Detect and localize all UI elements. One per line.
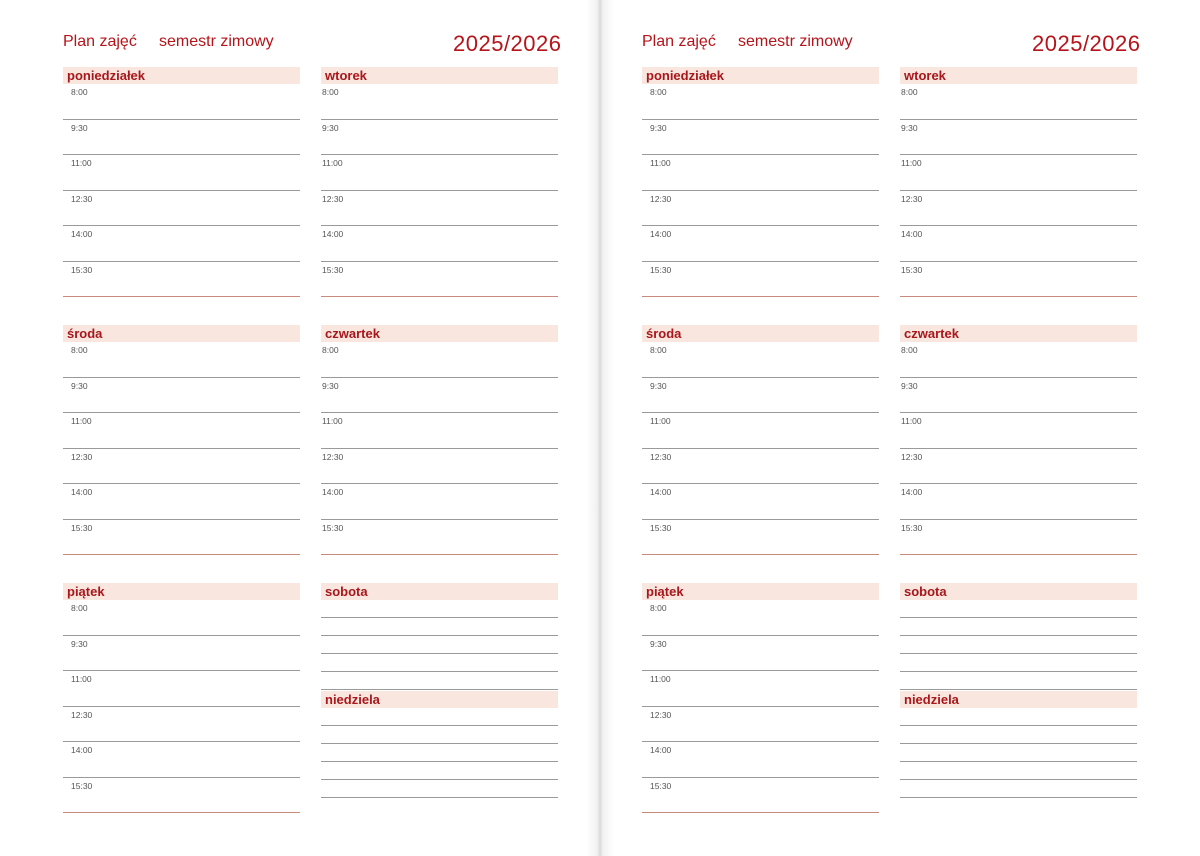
writing-line[interactable] bbox=[900, 600, 1137, 618]
time-label: 12:30 bbox=[71, 709, 93, 720]
writing-line[interactable] bbox=[900, 744, 1137, 762]
time-label: 9:30 bbox=[322, 122, 339, 133]
time-label: 15:30 bbox=[322, 264, 344, 275]
time-slot[interactable] bbox=[642, 636, 879, 672]
time-label: 14:00 bbox=[650, 745, 672, 755]
time-label: 15:30 bbox=[71, 264, 93, 275]
time-label: 12:30 bbox=[650, 451, 672, 462]
writing-line[interactable] bbox=[321, 654, 558, 672]
page-title: Plan zajęć bbox=[63, 33, 137, 50]
day-header-thu: czwartek bbox=[900, 325, 1137, 342]
time-label: 14:00 bbox=[650, 487, 672, 497]
day-header-sun: niedziela bbox=[900, 691, 1137, 708]
time-slot[interactable] bbox=[321, 120, 558, 156]
time-label: 12:30 bbox=[71, 451, 93, 462]
time-slot[interactable] bbox=[63, 707, 300, 743]
writing-line[interactable] bbox=[321, 600, 558, 618]
time-label: 14:00 bbox=[322, 229, 344, 239]
writing-line[interactable] bbox=[321, 780, 558, 798]
time-label: 15:30 bbox=[650, 264, 672, 275]
day-header-wed: środa bbox=[642, 325, 879, 342]
day-header-fri: piątek bbox=[642, 583, 879, 600]
time-slot[interactable] bbox=[63, 120, 300, 156]
time-label: 14:00 bbox=[71, 229, 93, 239]
time-label: 8:00 bbox=[71, 603, 88, 613]
time-slot[interactable] bbox=[321, 449, 558, 485]
day-block-fri bbox=[63, 583, 300, 813]
time-label: 14:00 bbox=[71, 487, 93, 497]
writing-line[interactable] bbox=[900, 708, 1137, 726]
time-slot[interactable] bbox=[642, 600, 879, 636]
day-header-sun: niedziela bbox=[321, 691, 558, 708]
writing-line[interactable] bbox=[321, 762, 558, 780]
time-slot[interactable] bbox=[642, 226, 879, 262]
time-label: 9:30 bbox=[650, 380, 667, 391]
day-header-tue: wtorek bbox=[321, 67, 558, 84]
time-label: 11:00 bbox=[322, 158, 343, 168]
time-slot[interactable] bbox=[642, 262, 879, 298]
time-slot[interactable] bbox=[321, 342, 558, 378]
time-slot[interactable] bbox=[900, 191, 1137, 227]
writing-line[interactable] bbox=[900, 636, 1137, 654]
time-label: 9:30 bbox=[71, 380, 88, 391]
time-label: 12:30 bbox=[71, 193, 93, 204]
time-label: 8:00 bbox=[650, 87, 667, 97]
day-block-sat bbox=[321, 583, 558, 798]
time-label: 11:00 bbox=[71, 674, 92, 684]
day-header-mon: poniedziałek bbox=[642, 67, 879, 84]
time-label: 8:00 bbox=[650, 603, 667, 613]
time-slot[interactable] bbox=[642, 778, 879, 814]
time-label: 12:30 bbox=[901, 193, 923, 204]
day-block-tue bbox=[900, 67, 1137, 297]
time-label: 12:30 bbox=[322, 193, 344, 204]
time-label: 8:00 bbox=[322, 345, 339, 355]
time-slot[interactable] bbox=[900, 120, 1137, 156]
time-slot[interactable] bbox=[642, 742, 879, 778]
time-slot[interactable] bbox=[63, 262, 300, 298]
time-slot[interactable] bbox=[321, 484, 558, 520]
day-header-tue: wtorek bbox=[900, 67, 1137, 84]
time-label: 12:30 bbox=[322, 451, 344, 462]
time-label: 15:30 bbox=[901, 264, 923, 275]
time-slot[interactable] bbox=[642, 342, 879, 378]
time-label: 15:30 bbox=[650, 780, 672, 791]
academic-year: 2025/2026 bbox=[1032, 31, 1141, 56]
time-label: 9:30 bbox=[650, 122, 667, 133]
time-slot[interactable] bbox=[63, 413, 300, 449]
time-label: 14:00 bbox=[650, 229, 672, 239]
time-label: 8:00 bbox=[901, 345, 918, 355]
day-block-sun bbox=[321, 691, 558, 798]
time-slot[interactable] bbox=[63, 484, 300, 520]
time-slot[interactable] bbox=[63, 520, 300, 556]
time-label: 14:00 bbox=[901, 229, 923, 239]
time-label: 8:00 bbox=[901, 87, 918, 97]
time-slot[interactable] bbox=[63, 449, 300, 485]
time-label: 8:00 bbox=[322, 87, 339, 97]
writing-line[interactable] bbox=[900, 618, 1137, 636]
time-slot[interactable] bbox=[642, 120, 879, 156]
time-slot[interactable] bbox=[63, 226, 300, 262]
time-slot[interactable] bbox=[642, 191, 879, 227]
time-slot[interactable] bbox=[642, 84, 879, 120]
writing-line[interactable] bbox=[321, 744, 558, 762]
time-slot[interactable] bbox=[642, 155, 879, 191]
writing-line[interactable] bbox=[321, 708, 558, 726]
time-slot[interactable] bbox=[63, 378, 300, 414]
time-slot[interactable] bbox=[63, 778, 300, 814]
writing-line[interactable] bbox=[321, 672, 558, 690]
time-slot[interactable] bbox=[642, 520, 879, 556]
time-label: 8:00 bbox=[71, 345, 88, 355]
time-label: 9:30 bbox=[901, 122, 918, 133]
time-slot[interactable] bbox=[63, 84, 300, 120]
time-label: 15:30 bbox=[901, 522, 923, 533]
day-header-thu: czwartek bbox=[321, 325, 558, 342]
day-header-fri: piątek bbox=[63, 583, 300, 600]
semester-label: semestr zimowy bbox=[159, 33, 274, 50]
page-title: Plan zajęć bbox=[642, 33, 716, 50]
time-slot[interactable] bbox=[321, 262, 558, 298]
time-label: 12:30 bbox=[650, 709, 672, 720]
time-slot[interactable] bbox=[321, 413, 558, 449]
day-header-sat: sobota bbox=[900, 583, 1137, 600]
day-block-thu bbox=[900, 325, 1137, 555]
time-slot[interactable] bbox=[321, 155, 558, 191]
time-slot[interactable] bbox=[63, 191, 300, 227]
time-slot[interactable] bbox=[63, 600, 300, 636]
time-label: 11:00 bbox=[71, 158, 92, 168]
time-label: 14:00 bbox=[322, 487, 344, 497]
time-label: 11:00 bbox=[71, 416, 92, 426]
time-slot[interactable] bbox=[63, 342, 300, 378]
time-slot[interactable] bbox=[642, 484, 879, 520]
writing-line[interactable] bbox=[900, 762, 1137, 780]
time-label: 12:30 bbox=[901, 451, 923, 462]
day-header-sat: sobota bbox=[321, 583, 558, 600]
time-label: 15:30 bbox=[71, 780, 93, 791]
day-block-sun bbox=[900, 691, 1137, 798]
time-label: 8:00 bbox=[650, 345, 667, 355]
academic-year: 2025/2026 bbox=[453, 31, 562, 56]
time-slot[interactable] bbox=[900, 155, 1137, 191]
time-label: 12:30 bbox=[650, 193, 672, 204]
time-label: 15:30 bbox=[650, 522, 672, 533]
time-label: 11:00 bbox=[901, 158, 922, 168]
writing-line[interactable] bbox=[321, 726, 558, 744]
day-header-mon: poniedziałek bbox=[63, 67, 300, 84]
book-gutter bbox=[586, 0, 614, 856]
time-label: 11:00 bbox=[901, 416, 922, 426]
time-label: 9:30 bbox=[71, 122, 88, 133]
time-slot[interactable] bbox=[642, 449, 879, 485]
time-label: 15:30 bbox=[71, 522, 93, 533]
time-label: 9:30 bbox=[650, 638, 667, 649]
time-label: 8:00 bbox=[71, 87, 88, 97]
writing-line[interactable] bbox=[321, 636, 558, 654]
writing-line[interactable] bbox=[900, 654, 1137, 672]
time-slot[interactable] bbox=[63, 155, 300, 191]
time-slot[interactable] bbox=[900, 484, 1137, 520]
day-block-sat bbox=[900, 583, 1137, 798]
time-label: 9:30 bbox=[322, 380, 339, 391]
day-block-mon bbox=[63, 67, 300, 297]
day-block-wed bbox=[642, 325, 879, 555]
time-slot[interactable] bbox=[642, 413, 879, 449]
time-label: 14:00 bbox=[71, 745, 93, 755]
time-label: 11:00 bbox=[650, 416, 671, 426]
time-slot[interactable] bbox=[321, 378, 558, 414]
time-label: 14:00 bbox=[901, 487, 923, 497]
time-slot[interactable] bbox=[642, 671, 879, 707]
time-label: 11:00 bbox=[650, 674, 671, 684]
day-block-mon bbox=[642, 67, 879, 297]
day-block-tue bbox=[321, 67, 558, 297]
day-block-fri bbox=[642, 583, 879, 813]
writing-line[interactable] bbox=[900, 780, 1137, 798]
time-slot[interactable] bbox=[900, 226, 1137, 262]
semester-label: semestr zimowy bbox=[738, 33, 853, 50]
time-slot[interactable] bbox=[642, 707, 879, 743]
day-block-wed bbox=[63, 325, 300, 555]
time-slot[interactable] bbox=[900, 449, 1137, 485]
time-slot[interactable] bbox=[63, 636, 300, 672]
time-slot[interactable] bbox=[900, 520, 1137, 556]
day-block-thu bbox=[321, 325, 558, 555]
writing-line[interactable] bbox=[900, 672, 1137, 690]
time-slot[interactable] bbox=[63, 671, 300, 707]
time-slot[interactable] bbox=[321, 191, 558, 227]
time-slot[interactable] bbox=[642, 378, 879, 414]
time-slot[interactable] bbox=[900, 413, 1137, 449]
writing-line[interactable] bbox=[900, 726, 1137, 744]
time-slot[interactable] bbox=[900, 378, 1137, 414]
time-slot[interactable] bbox=[900, 262, 1137, 298]
time-slot[interactable] bbox=[63, 742, 300, 778]
time-label: 9:30 bbox=[901, 380, 918, 391]
time-slot[interactable] bbox=[321, 520, 558, 556]
writing-line[interactable] bbox=[321, 618, 558, 636]
time-slot[interactable] bbox=[900, 342, 1137, 378]
time-label: 11:00 bbox=[650, 158, 671, 168]
time-slot[interactable] bbox=[900, 84, 1137, 120]
day-header-wed: środa bbox=[63, 325, 300, 342]
time-label: 15:30 bbox=[322, 522, 344, 533]
time-label: 9:30 bbox=[71, 638, 88, 649]
time-slot[interactable] bbox=[321, 226, 558, 262]
time-slot[interactable] bbox=[321, 84, 558, 120]
time-label: 11:00 bbox=[322, 416, 343, 426]
